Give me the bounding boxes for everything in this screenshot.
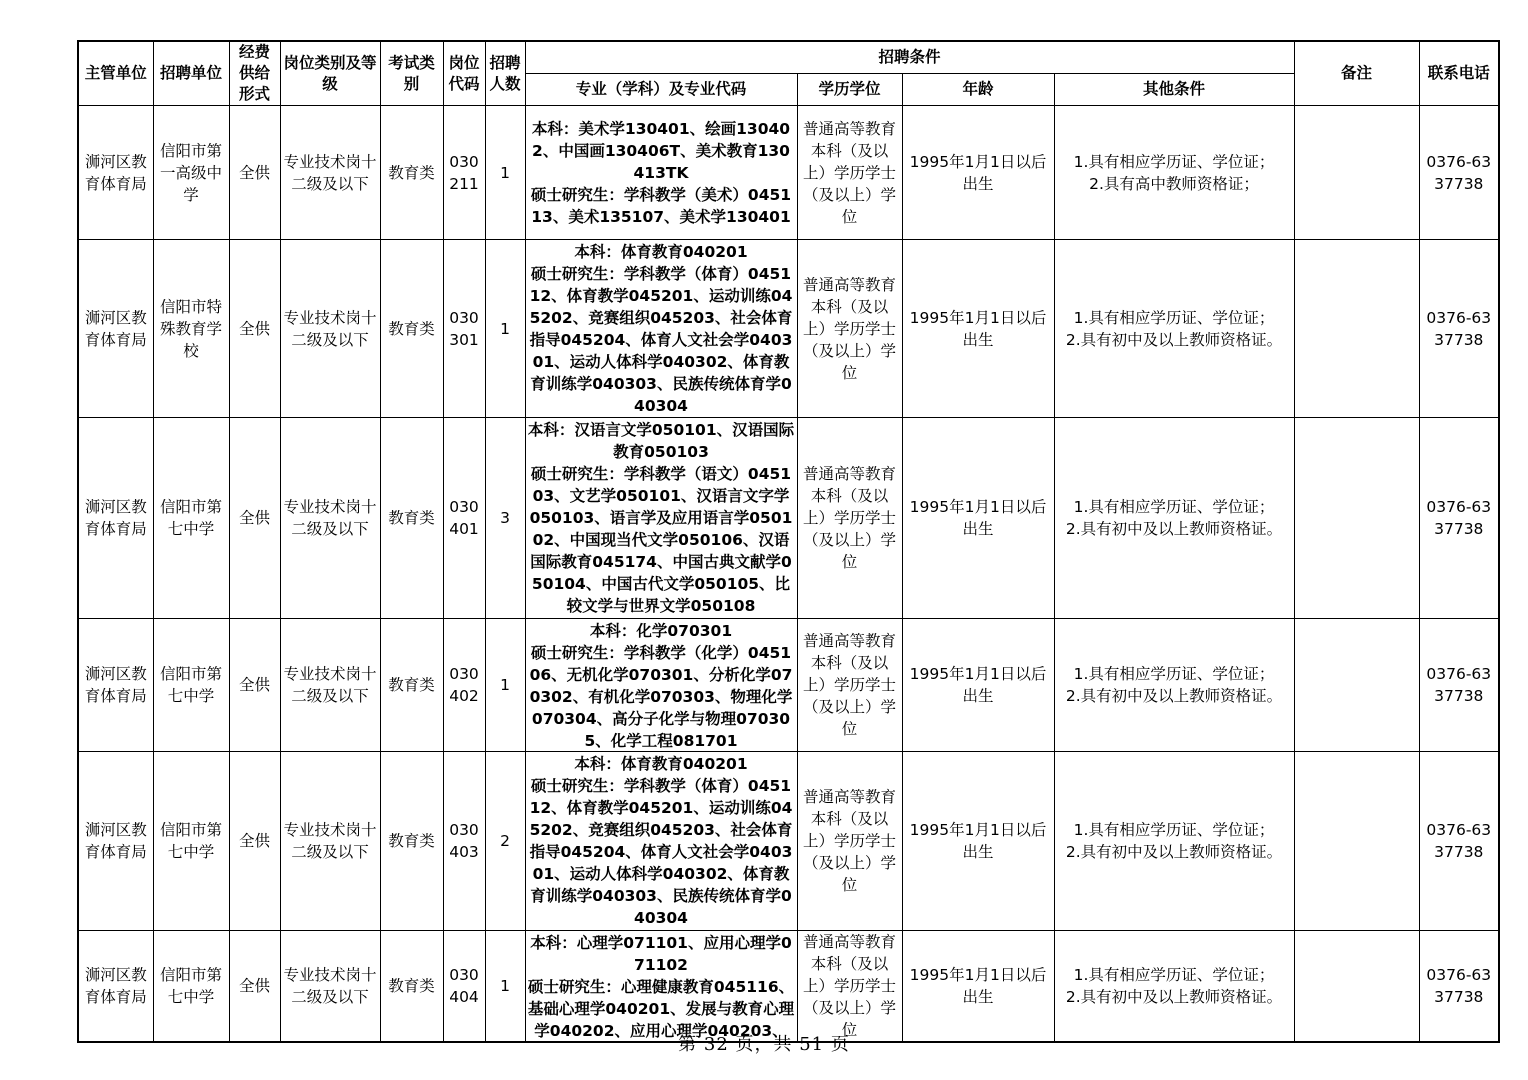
cell-kaoshi: 教育类 <box>380 752 443 931</box>
zhuanye-line: 硕士研究生：学科教学（语文）045103、文艺学050101、汉语言文字学050103、语言学及应用语言学050102、中国现当代文学050106、汉语国际教育045174、中国古典文献学050104、中国古代文学050105、比较文学与世界文学050108 <box>529 465 793 615</box>
cell-dianhua: 0376-6337738 <box>1419 931 1499 1043</box>
cell-daima: 030404 <box>443 931 485 1043</box>
cell-renshu: 1 <box>485 619 525 752</box>
cell-xueli: 普通高等教育本科（及以上）学历学士（及以上）学位 <box>797 619 902 752</box>
cell-jingfei: 全供 <box>229 106 280 240</box>
cell-nianling: 1995年1月1日以后出生 <box>902 106 1054 240</box>
cell-danwei: 信阳市第一高级中学 <box>153 106 229 240</box>
qita-line: 1.具有相应学历证、学位证； <box>1073 308 1275 327</box>
cell-jingfei: 全供 <box>229 752 280 931</box>
table-row <box>78 619 1499 752</box>
header-zhaopin-danwei: 招聘单位 <box>153 41 229 106</box>
cell-renshu: 1 <box>485 106 525 240</box>
zhuanye-line: 硕士研究生：心理健康教育045116、基础心理学040201、发展与教育心理学040202、应用心理学040203、 <box>527 978 795 1040</box>
header-zhaopin-renshu: 招聘人数 <box>485 41 525 106</box>
qita-line: 1.具有相应学历证、学位证； <box>1073 152 1275 171</box>
cell-dianhua: 0376-6337738 <box>1419 240 1499 418</box>
cell-xueli: 普通高等教育本科（及以上）学历学士（及以上）学位 <box>797 240 902 418</box>
zhuanye-line: 本科：化学070301 <box>589 621 733 640</box>
zhuanye-line: 本科：体育教育040201 <box>574 242 748 261</box>
cell-nianling: 1995年1月1日以后出生 <box>902 619 1054 752</box>
header-zhuguan: 主管单位 <box>78 41 153 106</box>
cell-qita <box>1054 619 1294 752</box>
header-gangwei-daima: 岗位代码 <box>443 41 485 106</box>
table-row <box>78 418 1499 619</box>
header-dianhua: 联系电话 <box>1419 41 1499 106</box>
header-qita: 其他条件 <box>1054 74 1294 106</box>
cell-qita <box>1054 106 1294 240</box>
qita-line: 1.具有相应学历证、学位证； <box>1073 821 1275 839</box>
cell-zhuguan: 浉河区教育体育局 <box>78 240 153 418</box>
recruitment-table <box>77 40 1500 1043</box>
qita-line: 2.具有高中教师资格证； <box>1089 174 1259 193</box>
cell-kaoshi: 教育类 <box>380 418 443 619</box>
cell-zhuguan: 浉河区教育体育局 <box>78 106 153 240</box>
cell-leibie: 专业技术岗十二级及以下 <box>280 240 380 418</box>
cell-kaoshi: 教育类 <box>380 619 443 752</box>
zhuanye-line: 本科：美术学130401、绘画130402、中国画130406T、美术教育130413TK <box>531 119 791 182</box>
cell-danwei: 信阳市第七中学 <box>153 931 229 1043</box>
cell-jingfei: 全供 <box>229 418 280 619</box>
cell-renshu: 1 <box>485 931 525 1043</box>
header-jingfei: 经费供给形式 <box>229 41 280 106</box>
cell-leibie: 专业技术岗十二级及以下 <box>280 931 380 1043</box>
cell-renshu: 2 <box>485 752 525 931</box>
cell-nianling: 1995年1月1日以后出生 <box>902 931 1054 1043</box>
zhuanye-line: 本科：汉语言文学050101、汉语国际教育050103 <box>527 421 795 461</box>
cell-nianling: 1995年1月1日以后出生 <box>902 418 1054 619</box>
cell-leibie: 专业技术岗十二级及以下 <box>280 752 380 931</box>
cell-dianhua: 0376-6337738 <box>1419 106 1499 240</box>
qita-line: 2.具有初中及以上教师资格证。 <box>1065 520 1283 538</box>
cell-beizhu <box>1294 418 1419 619</box>
cell-leibie: 专业技术岗十二级及以下 <box>280 619 380 752</box>
page-footer: 第 32 页，共 51 页 <box>678 1034 850 1055</box>
cell-leibie: 专业技术岗十二级及以下 <box>280 106 380 240</box>
cell-zhuguan: 浉河区教育体育局 <box>78 752 153 931</box>
cell-zhuanye <box>525 240 797 418</box>
cell-danwei: 信阳市第七中学 <box>153 619 229 752</box>
cell-dianhua: 0376-6337738 <box>1419 418 1499 619</box>
table-row <box>78 752 1499 931</box>
qita-line: 1.具有相应学历证、学位证； <box>1073 665 1275 683</box>
cell-daima: 030301 <box>443 240 485 418</box>
cell-xueli: 普通高等教育本科（及以上）学历学士（及以上）学位 <box>797 931 902 1043</box>
cell-qita <box>1054 752 1294 931</box>
header-beizhu: 备注 <box>1294 41 1419 106</box>
cell-zhuanye <box>525 106 797 240</box>
cell-beizhu <box>1294 619 1419 752</box>
cell-jingfei: 全供 <box>229 240 280 418</box>
cell-kaoshi: 教育类 <box>380 240 443 418</box>
qita-line: 2.具有初中及以上教师资格证。 <box>1065 687 1283 705</box>
cell-nianling: 1995年1月1日以后出生 <box>902 752 1054 931</box>
cell-kaoshi: 教育类 <box>380 931 443 1043</box>
cell-danwei: 信阳市特殊教育学校 <box>153 240 229 418</box>
cell-qita <box>1054 418 1294 619</box>
table-body <box>78 106 1499 1043</box>
cell-jingfei: 全供 <box>229 931 280 1043</box>
header-xueli: 学历学位 <box>797 74 902 106</box>
cell-beizhu <box>1294 931 1419 1043</box>
cell-zhuanye <box>525 752 797 931</box>
zhuanye-line: 硕士研究生：学科教学（美术）045113、美术135107、美术学130401 <box>530 185 792 226</box>
cell-beizhu <box>1294 752 1419 931</box>
cell-qita <box>1054 931 1294 1043</box>
header-nianling: 年龄 <box>902 74 1054 106</box>
qita-line: 2.具有初中及以上教师资格证。 <box>1065 330 1283 349</box>
cell-daima: 030403 <box>443 752 485 931</box>
cell-dianhua: 0376-6337738 <box>1419 619 1499 752</box>
qita-line: 2.具有初中及以上教师资格证。 <box>1065 843 1283 861</box>
zhuanye-line: 硕士研究生：学科教学（化学）045106、无机化学070301、分析化学070302、有机化学070303、物理化学070304、高分子化学与物理070305、化学工程081701 <box>529 643 793 750</box>
qita-line: 1.具有相应学历证、学位证； <box>1073 966 1275 984</box>
cell-kaoshi: 教育类 <box>380 106 443 240</box>
header-zhaopin-tiaojian: 招聘条件 <box>525 41 1294 74</box>
cell-daima: 030401 <box>443 418 485 619</box>
cell-zhuguan: 浉河区教育体育局 <box>78 619 153 752</box>
cell-zhuguan: 浉河区教育体育局 <box>78 418 153 619</box>
zhuanye-line: 硕士研究生：学科教学（体育）045112、体育教学045201、运动训练045202、竞赛组织045203、社会体育指导045204、体育人文社会学040301、运动人体科学040302、体育教育训练学040303、民族传统体育学040304 <box>529 777 793 927</box>
header-kaoshi-leibie: 考试类别 <box>380 41 443 106</box>
cell-qita <box>1054 240 1294 418</box>
cell-nianling: 1995年1月1日以后出生 <box>902 240 1054 418</box>
cell-xueli: 普通高等教育本科（及以上）学历学士（及以上）学位 <box>797 752 902 931</box>
qita-line: 1.具有相应学历证、学位证； <box>1073 498 1275 516</box>
cell-zhuguan: 浉河区教育体育局 <box>78 931 153 1043</box>
cell-xueli: 普通高等教育本科（及以上）学历学士（及以上）学位 <box>797 418 902 619</box>
cell-dianhua: 0376-6337738 <box>1419 752 1499 931</box>
header-zhuanye: 专业（学科）及专业代码 <box>525 74 797 106</box>
table-row <box>78 931 1499 1043</box>
cell-danwei: 信阳市第七中学 <box>153 752 229 931</box>
table-row <box>78 106 1499 240</box>
cell-zhuanye <box>525 418 797 619</box>
cell-beizhu <box>1294 240 1419 418</box>
cell-daima: 030211 <box>443 106 485 240</box>
cell-renshu: 3 <box>485 418 525 619</box>
cell-zhuanye <box>525 931 797 1043</box>
zhuanye-line: 本科：体育教育040201 <box>574 755 748 773</box>
zhuanye-line: 本科：心理学071101、应用心理学071102 <box>530 934 792 974</box>
table-row <box>78 240 1499 418</box>
cell-xueli: 普通高等教育本科（及以上）学历学士（及以上）学位 <box>797 106 902 240</box>
qita-line: 2.具有初中及以上教师资格证。 <box>1065 988 1283 1006</box>
cell-jingfei: 全供 <box>229 619 280 752</box>
table-header <box>78 41 1499 106</box>
cell-danwei: 信阳市第七中学 <box>153 418 229 619</box>
header-gangwei-leibie: 岗位类别及等级 <box>280 41 380 106</box>
cell-renshu: 1 <box>485 240 525 418</box>
cell-daima: 030402 <box>443 619 485 752</box>
zhuanye-line: 硕士研究生：学科教学（体育）045112、体育教学045201、运动训练045202、竞赛组织045203、社会体育指导045204、体育人文社会学040301、运动人体科学040302、体育教育训练学040303、民族传统体育学040304 <box>529 264 793 415</box>
cell-beizhu <box>1294 106 1419 240</box>
cell-leibie: 专业技术岗十二级及以下 <box>280 418 380 619</box>
cell-zhuanye <box>525 619 797 752</box>
